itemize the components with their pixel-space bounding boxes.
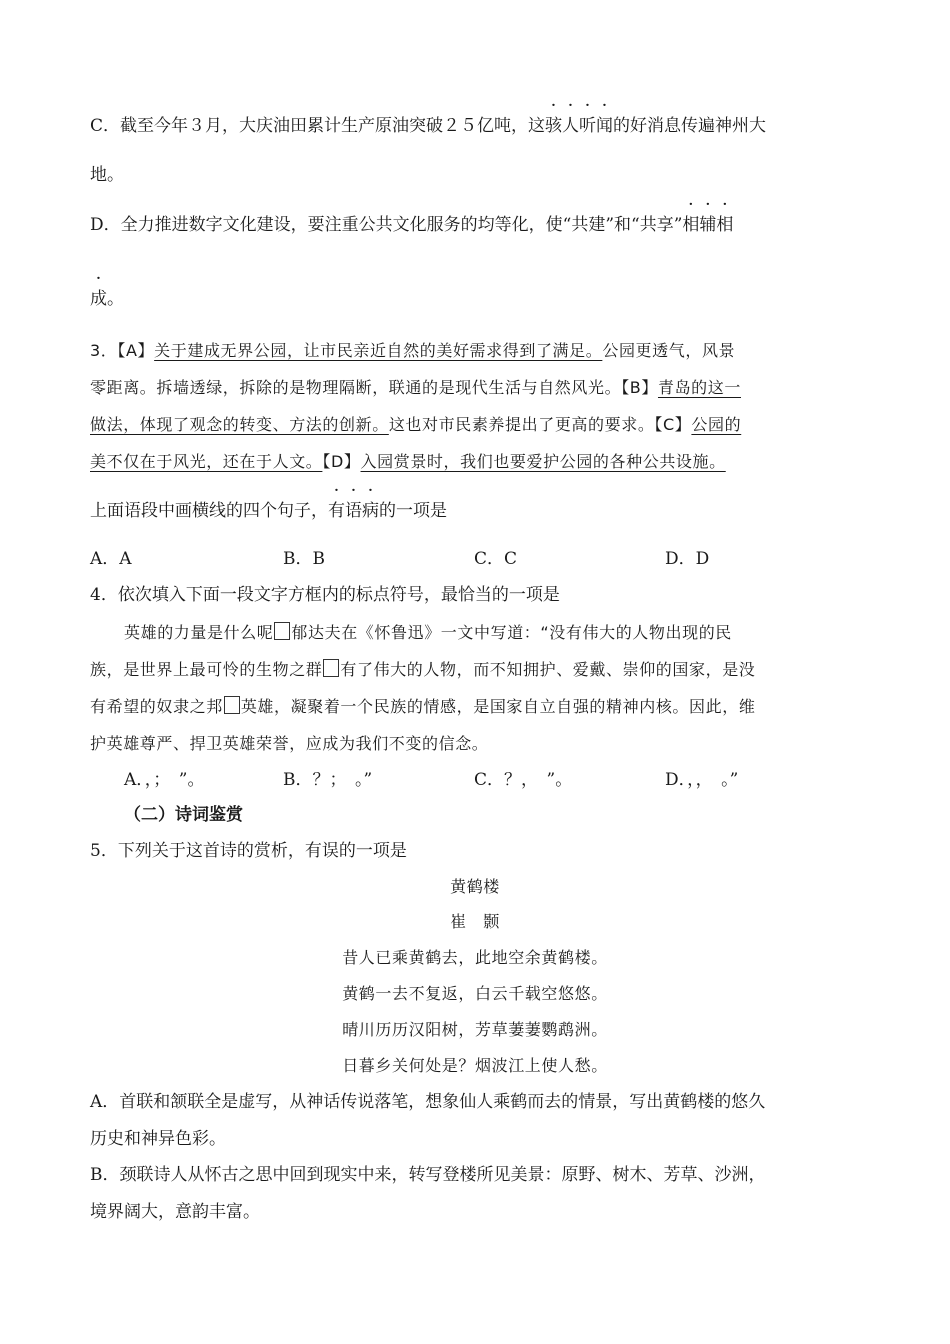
- emphasis-char: 听: [579, 116, 597, 136]
- q4-passage-line-1: [124, 621, 732, 645]
- q3-option-c[interactable]: C．C: [474, 549, 518, 569]
- emphasis-char: 有: [328, 501, 345, 521]
- q5-option-b-line-1: B．颈联诗人从怀古之思中回到现实中来，转写登楼所见美景：原野、树木、芳草、沙洲，: [90, 1165, 766, 1185]
- blank-box: [224, 696, 240, 714]
- poem-line: 昔人已乘黄鹤去，此地空余黄鹤楼。: [342, 948, 608, 967]
- poem-line: 晴川历历汉阳树，芳草萋萋鹦鹉洲。: [342, 1020, 608, 1039]
- q3-line-2: [90, 376, 741, 400]
- emphasis-char: 骇: [545, 116, 563, 136]
- q3-line-1: [90, 339, 735, 363]
- q3-prompt-text: 上面语段中画横线的四个句子，: [90, 501, 328, 521]
- option-d-text: D．全力推进数字文化建设，要注重公共文化服务的均等化，使“共建”和“共享”: [90, 215, 683, 235]
- q3-number: 3．: [90, 341, 118, 360]
- emphasis-char: 相: [716, 215, 734, 235]
- q4-text: 英雄，凝聚着一个民族的情感，是国家自立自强的精神内核。因此，维: [240, 697, 756, 716]
- q3-text: 零距离。拆墙透绿，拆除的是物理隔断，联通的是现代生活与自然风光。: [90, 378, 622, 397]
- q3-prompt-end: 的一项是: [379, 501, 447, 521]
- sentence-b: 青岛的这一: [657, 378, 741, 397]
- option-c-text: C．截至今年３月，大庆油田累计生产原油突破２５亿吨，这: [90, 116, 546, 136]
- sentence-a: 关于建成无界公园，让市民亲近自然的美好需求得到了满足。: [154, 341, 603, 360]
- q4-text: 有希望的奴隶之邦: [90, 697, 223, 716]
- option-c-line-1: [90, 114, 766, 138]
- option-d-line-2: [90, 287, 124, 311]
- q4-text: 有了伟大的人物，而不知拥护、爱戴、崇仰的国家，是没: [340, 660, 756, 679]
- q4-text: 郁达夫在《怀鲁迅》一文中写道：“没有伟大的人物出现的民: [291, 623, 732, 642]
- emphasis-char: 闻: [596, 116, 614, 136]
- q3-option-b[interactable]: B．B: [283, 549, 325, 569]
- blank-box: [274, 622, 290, 640]
- q4-option-a[interactable]: A．，； ”。: [124, 770, 205, 790]
- emphasis-char: 辅: [699, 215, 717, 235]
- q4-stem: 4．依次填入下面一段文字方框内的标点符号，最恰当的一项是: [90, 585, 560, 605]
- q5-option-a-line-1: A．首联和颔联全是虚写，从神话传说落笔，想象仙人乘鹤而去的情景，写出黄鹤楼的悠久: [90, 1092, 766, 1112]
- option-c-line-2: 地。: [90, 165, 124, 185]
- poem-author: 崔 颢: [450, 912, 500, 931]
- q3-text: 这也对市民素养提出了更高的要求。: [388, 415, 655, 434]
- q3-prompt: [90, 499, 447, 523]
- q3-line-4: [90, 450, 726, 474]
- blank-box: [323, 659, 339, 677]
- emphasis-char: 病: [362, 501, 379, 521]
- q4-option-c[interactable]: C．？， ”。: [474, 770, 573, 790]
- tag-a: 【A】: [117, 341, 155, 360]
- sentence-c: 美不仅在于风光，还在于人文。: [90, 452, 323, 471]
- q4-passage-line-4: 护英雄尊严、捍卫英雄荣誉，应成为我们不变的信念。: [90, 734, 489, 753]
- q3-option-a[interactable]: A．A: [90, 549, 132, 569]
- q3-text: 公园更透气，风景: [602, 341, 736, 360]
- q4-passage-line-2: [90, 658, 755, 682]
- emphasis-char: 成: [90, 289, 107, 309]
- q5-stem: 5．下列关于这首诗的赏析，有误的一项是: [90, 841, 407, 861]
- q4-option-d[interactable]: D．，， 。”: [665, 770, 739, 790]
- sentence-b: 做法，体现了观念的转变、方法的创新。: [90, 415, 389, 434]
- emphasis-char: 相: [682, 215, 700, 235]
- option-c-text-end: 的好消息传遍神州大: [613, 116, 767, 136]
- poem-line: 黄鹤一去不复返，白云千载空悠悠。: [342, 984, 608, 1003]
- q4-text: 族，是世界上最可怜的生物之群: [90, 660, 323, 679]
- tag-c: 【C】: [654, 415, 692, 434]
- q5-option-b-line-2: 境界阔大，意韵丰富。: [90, 1202, 260, 1222]
- sentence-d: 入园赏景时，我们也要爱护公园的各种公共设施。: [360, 452, 726, 471]
- emphasis-char: 人: [562, 116, 580, 136]
- option-d-end: 。: [107, 289, 124, 309]
- poem-line: 日暮乡关何处是？烟波江上使人愁。: [342, 1056, 608, 1075]
- q3-option-d[interactable]: D．D: [665, 549, 710, 569]
- option-d-line-1: [90, 213, 733, 237]
- q5-option-a-line-2: 历史和神异色彩。: [90, 1129, 226, 1149]
- emphasis-char: 语: [345, 501, 362, 521]
- poem-title: 黄鹤楼: [450, 877, 500, 896]
- tag-b: 【B】: [621, 378, 658, 397]
- sentence-c: 公园的: [691, 415, 742, 434]
- q4-option-b[interactable]: B．？； 。”: [283, 770, 373, 790]
- section-heading: （二）诗词鉴赏: [124, 805, 243, 825]
- q4-text: 英雄的力量是什么呢: [124, 623, 274, 642]
- tag-d: 【D】: [322, 452, 361, 471]
- q4-passage-line-3: [90, 695, 755, 719]
- q3-line-3: [90, 413, 741, 437]
